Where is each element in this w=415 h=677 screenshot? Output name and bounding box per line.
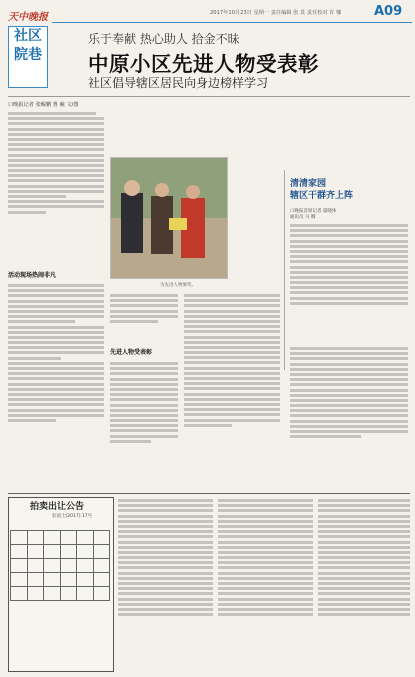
article-column-3: [184, 292, 280, 488]
table-row: [11, 587, 110, 601]
article-subhead: 社区倡导辖区居民向身边榜样学习: [88, 76, 269, 90]
auction-notice-title: 拍卖出让公告: [30, 502, 85, 512]
article-column-1: [8, 110, 104, 260]
notice-column-4: [318, 497, 410, 669]
notice-rule: [8, 493, 410, 494]
article-column-1b: [8, 282, 104, 487]
page-number: A09: [374, 4, 403, 19]
top-rule: [52, 22, 412, 23]
subsection-heading-2: 先进人物受表彰: [110, 349, 153, 356]
photo-caption: 为先进人物颁奖。: [160, 283, 196, 288]
article-kicker: 乐于奉献 热心助人 拾金不昧: [88, 32, 240, 46]
side-article-text-2: [290, 345, 408, 485]
award-photo: [110, 157, 228, 279]
table-row: [11, 573, 110, 587]
section-tab-line-1: 社区: [14, 28, 42, 44]
newspaper-logo: 天中晚报: [8, 12, 48, 23]
subsection-heading-1: 活动现场热闹非凡: [8, 272, 57, 279]
side-title-line-1: 清清家园: [290, 179, 327, 189]
headline-rule: [8, 96, 410, 97]
notice-column-2: [118, 497, 213, 669]
side-title-line-2: 辖区干群齐上阵: [290, 191, 354, 201]
article-byline: 口晚报记者 张鲲鹏 鲁 瞳 文/图: [8, 102, 79, 108]
auction-notice-table: [10, 530, 110, 665]
table-row: [11, 531, 110, 545]
side-byline-line-2: 通讯员 马 娜: [290, 215, 316, 220]
section-tab: [8, 26, 48, 88]
column-divider: [284, 170, 285, 370]
page-meta: 2017年10月23日 星期一 责任编辑 张 莫 责任校对 许 娜: [210, 10, 342, 16]
section-tab-line-2: 院巷: [14, 47, 42, 63]
side-article-byline: [290, 208, 336, 220]
side-article-title: [290, 178, 353, 202]
side-byline-line-1: 口晚报首席记者 霍晓体: [290, 209, 337, 214]
article-column-2: [110, 292, 178, 342]
notice-column-3: [218, 497, 313, 669]
table-row: [11, 545, 110, 559]
auction-notice-subtitle: 驻国土[2017] 17号: [52, 514, 93, 519]
article-column-2b: [110, 360, 178, 488]
table-row: [11, 559, 110, 573]
side-article-text: [290, 222, 408, 342]
article-headline: 中原小区先进人物受表彰: [88, 52, 319, 76]
